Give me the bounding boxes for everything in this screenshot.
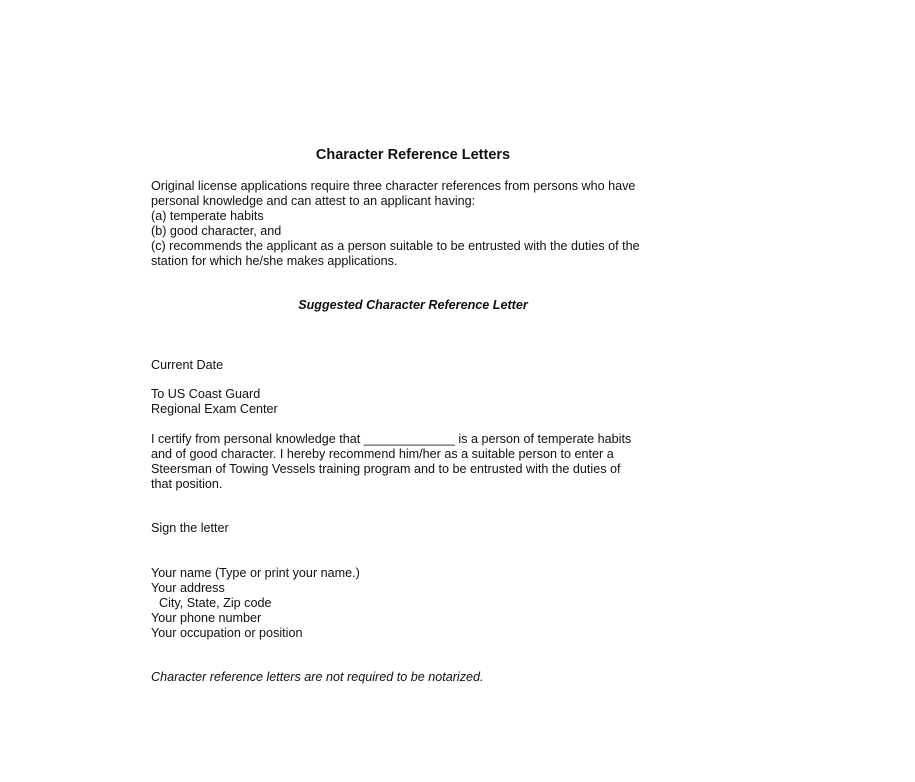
signature-line-address: Your address: [151, 580, 225, 595]
certification-paragraph: [151, 432, 691, 492]
date-text: Current Date: [151, 358, 224, 372]
signature-line-occupation: Your occupation or position: [151, 625, 303, 640]
intro-line: (a) temperate habits: [151, 208, 264, 223]
sign-text: Sign the letter: [151, 521, 229, 535]
recipient-block: [151, 387, 691, 417]
intro-line: personal knowledge and can attest to an applicant having:: [151, 193, 476, 208]
signature-block: [151, 566, 691, 641]
signature-line-city: City, State, Zip code: [159, 595, 272, 610]
notarization-note: [151, 670, 691, 685]
certification-line: and of good character. I hereby recommend him/her as a suitable person to enter a: [151, 446, 614, 461]
certification-line: Steersman of Towing Vessels training program and to be entrusted with the duties of: [151, 461, 621, 476]
intro-paragraph: [151, 179, 691, 268]
note-text: Character reference letters are not required to be notarized.: [151, 670, 484, 684]
intro-line: Original license applications require three character references from persons who have: [151, 179, 636, 193]
intro-line: station for which he/she makes applications.: [151, 253, 398, 268]
recipient-line: Regional Exam Center: [151, 401, 278, 416]
sign-instruction: [151, 521, 691, 536]
document-title: Character Reference Letters: [315, 147, 511, 163]
date-line: [151, 358, 691, 373]
recipient-line: To US Coast Guard: [151, 387, 261, 401]
section-subtitle: Suggested Character Reference Letter: [298, 298, 528, 312]
intro-line: (b) good character, and: [151, 223, 282, 238]
signature-line-phone: Your phone number: [151, 610, 262, 625]
signature-line-name: Your name (Type or print your name.): [151, 566, 360, 580]
certification-line: I certify from personal knowledge that _____________ is a person of temperate habits: [151, 432, 632, 446]
certification-line: that position.: [151, 476, 223, 491]
intro-line: (c) recommends the applicant as a person suitable to be entrusted with the duties of the: [151, 238, 640, 253]
